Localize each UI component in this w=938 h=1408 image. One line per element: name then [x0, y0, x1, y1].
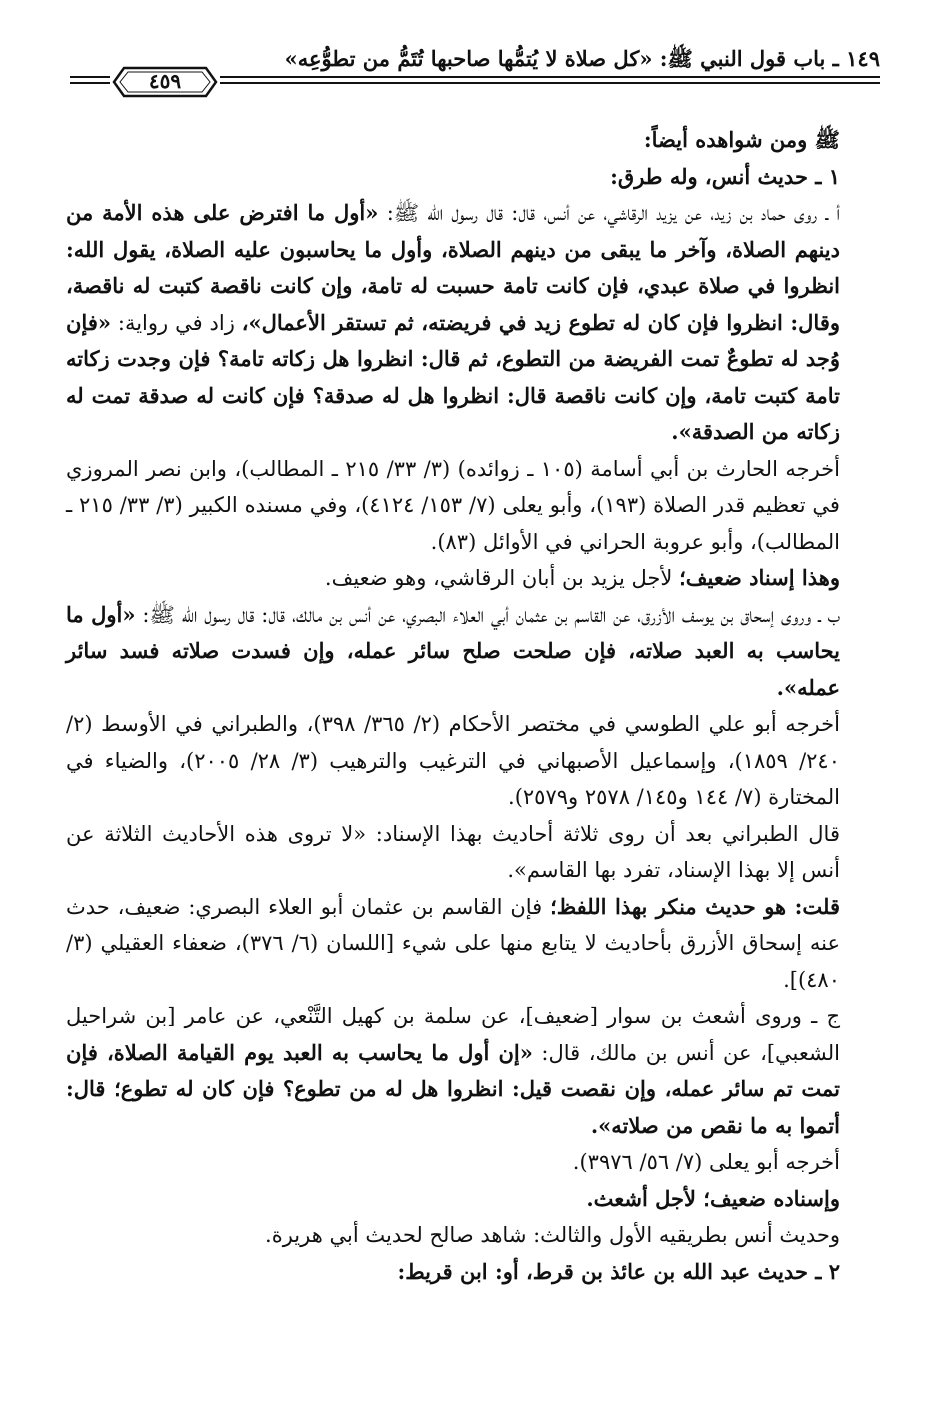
comment-paragraph — [66, 889, 874, 999]
page-header — [70, 42, 880, 112]
text-plain: ب ـ وروى إسحاق بن يوسف الأزرق، عن القاسم بن عثمان أبي العلاء البصري، عن أنس بن مالك، قال: قال رسول الله ﷺ: — [135, 602, 840, 627]
section-heading: ٢ ـ حديث عبد الله بن عائذ بن قرط، أو: ابن قريط: — [397, 1258, 840, 1284]
paragraph — [66, 998, 874, 1144]
paragraph — [66, 195, 874, 451]
summary-line: وحديث أنس بطريقيه الأول والثالث: شاهد صالح لحديث أبي هريرة. — [265, 1223, 840, 1247]
hadith-text: «إن أول ما يحاسب به العبد يوم القيامة الصلاة، فإن تمت تم سائر عمله، وإن نقصت قيل: انظروا هل له من تطوع؟ فإن كان له تطوع؛ قال: أتموا به ما نقص من صلاته». — [66, 1039, 840, 1138]
takhrij-paragraph: أخرجه الحارث بن أبي أسامة (١٠٥ ـ زوائده) (٣/ ٣٣/ ٢١٥ ـ المطالب)، وابن نصر المروزي في تعظيم قدر الصلاة (١٩٣)، وأبو يعلى (٧/ ١٥٣/ ٤١٢٤)، وفي مسنده الكبير (٣/ ٣٣/ ٢١٥ ـ المطالب)، وأبو عروبة الحراني في الأوائل (٨٣). — [66, 456, 840, 554]
ruling-bold: وهذا إسناد ضعيف؛ — [679, 565, 840, 590]
comment-bold: قلت: هو حديث منكر بهذا اللفظ؛ — [550, 893, 841, 919]
text-plain: ج ـ وروى أشعث بن سوار [ضعيف]، عن سلمة بن كهيل التَّنْعي، عن عامر [بن شراحيل الشعبي]، عن أنس بن مالك، قال: — [66, 1004, 840, 1065]
text-plain: أ ـ روى حماد بن زيد، عن يزيد الرقاشي، عن أنس، قال: قال رسول الله ﷺ: — [386, 201, 840, 225]
text-plain: زاد في رواية: — [110, 310, 242, 335]
section-heading: ١ ـ حديث أنس، وله طرق: — [610, 163, 840, 189]
page-body — [66, 122, 874, 1290]
quote-paragraph: قال الطبراني بعد أن روى ثلاثة أحاديث بهذا الإسناد: «لا تروى هذه الأحاديث الثلاثة عن أنس إلا بهذا الإسناد، تفرد بها القاسم». — [66, 821, 840, 882]
ruling-line — [66, 560, 874, 597]
paragraph — [66, 597, 874, 707]
intro-line: ﷺ ومن شواهده أيضاً: — [643, 127, 840, 152]
ruling-line: وإسناده ضعيف؛ لأجل أشعث. — [586, 1185, 840, 1211]
ruling-plain: لأجل يزيد بن أبان الرقاشي، وهو ضعيف. — [324, 566, 680, 590]
takhrij-paragraph: أخرجه أبو يعلى (٧/ ٥٦/ ٣٩٧٦). — [572, 1150, 840, 1174]
hadith-text: «فإن وُجد له تطوعٌ تمت الفريضة من التطوع، ثم قال: انظروا هل زكاته تامة؟ فإن وجدت زكاته تامة كتبت تامة، وإن كانت ناقصة قال: انظروا هل له صدقة؟ فإن كانت له صدقة تمت له زكاته من الصدقة». — [66, 309, 840, 444]
takhrij-paragraph: أخرجه أبو علي الطوسي في مختصر الأحكام (٢/ ٣٦٥/ ٣٩٨)، والطبراني في الأوسط (٢/ ٢٤٠/ ١٨٥٩)، وإسماعيل الأصبهاني في الترغيب والترهيب (٣/ ٢٨/ ٢٠٠٥)، والضياء في المختارة (٧/ ١٤٤ و١٤٥/ ٢٥٧٨ و٢٥٧٩). — [66, 712, 840, 809]
page-number: ٤٥٩ — [148, 69, 182, 93]
hadith-text: «أول ما يحاسب به العبد صلاته، فإن صلحت صلح سائر عمله، وإن فسدت صلاته فسد سائر عمله». — [66, 601, 840, 700]
comment-plain: فإن القاسم بن عثمان أبو العلاء البصري: ضعيف، حدث عنه إسحاق الأزرق بأحاديث لا يتابع منها على شيء [اللسان (٦/ ٣٧٦)، ضعفاء العقيلي (٣/ ٤٨٠)]. — [66, 894, 840, 992]
running-title: ١٤٩ ـ باب قول النبي ﷺ: «كل صلاة لا يُتمُّها صاحبها تُتَمُّ من تطوُّعِه» — [284, 46, 880, 71]
hadith-text: «أول ما افترض على هذه الأمة من دينهم الصلاة، وآخر ما يبقى من دينهم الصلاة، وأول ما يحاسبون عليه الصلاة، يقول الله: انظروا في صلاة عبدي، فإن كانت تامة حسبت له تامة، وإن كانت ناقصة كتبت له ناقصة، وقال: انظروا فإن كان له تطوع زيد في فريضته، ثم تستقر الأعمال»، — [66, 200, 840, 335]
page-number-ornament — [110, 64, 220, 100]
